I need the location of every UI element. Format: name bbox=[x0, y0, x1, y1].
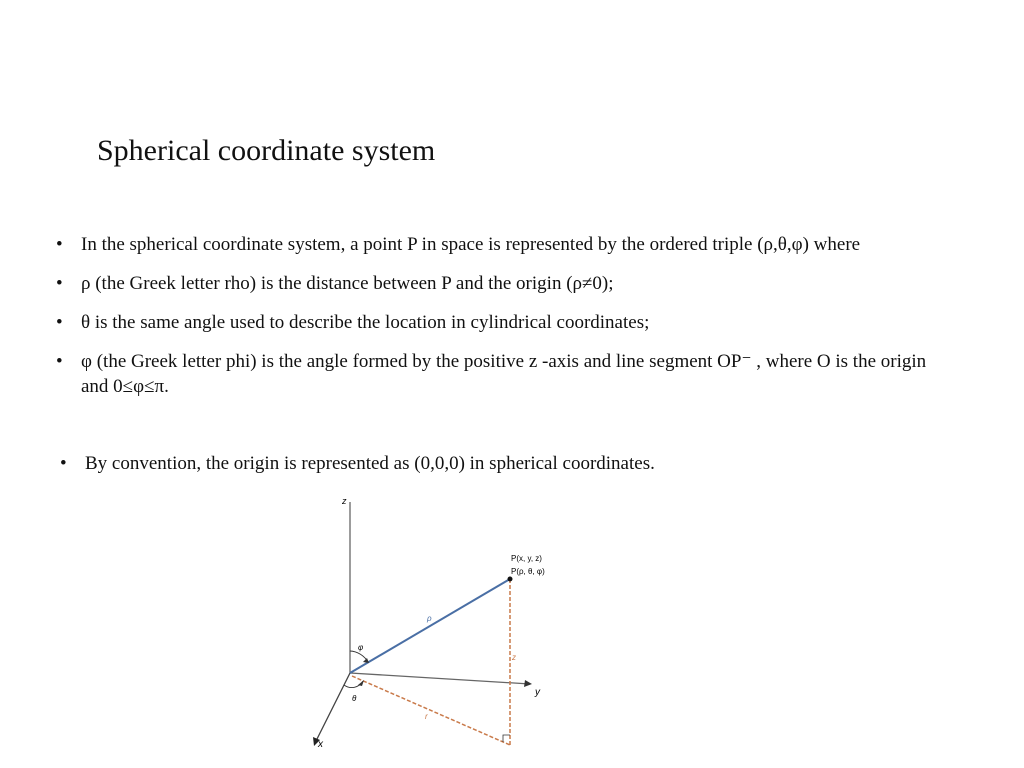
spherical-coordinates-diagram bbox=[300, 488, 570, 758]
right-angle-marker bbox=[503, 735, 510, 742]
point-p-cartesian-label: P(x, y, z) bbox=[511, 554, 542, 563]
y-axis-arrow bbox=[524, 680, 532, 687]
y-axis bbox=[350, 673, 530, 684]
x-axis-label: x bbox=[318, 739, 323, 750]
bullet-item: • ρ (the Greek letter rho) is the distance between P and the origin (ρ≠0); bbox=[54, 271, 954, 296]
r-label: r bbox=[425, 712, 428, 721]
rho-label: ρ bbox=[427, 614, 432, 623]
r-projection bbox=[352, 676, 510, 745]
bullet-item: • In the spherical coordinate system, a point P in space is represented by the ordered triple (ρ,θ,φ) where bbox=[54, 232, 954, 257]
point-p-spherical-label: P(ρ, θ, φ) bbox=[511, 567, 545, 576]
rho-segment bbox=[350, 579, 510, 673]
convention-bullet: • By convention, the origin is represented as (0,0,0) in spherical coordinates. bbox=[60, 451, 985, 476]
z-axis-label: z bbox=[342, 496, 347, 506]
bullet-item: • θ is the same angle used to describe the location in cylindrical coordinates; bbox=[54, 310, 954, 335]
y-axis-label: y bbox=[535, 687, 540, 698]
theta-arc-arrow bbox=[358, 680, 364, 686]
phi-label: φ bbox=[358, 643, 364, 652]
z-height-label: z bbox=[512, 653, 516, 662]
theta-label: θ bbox=[352, 694, 357, 703]
slide-title: Spherical coordinate system bbox=[97, 134, 436, 167]
bullet-list bbox=[54, 232, 954, 413]
x-axis bbox=[315, 673, 350, 743]
point-p bbox=[508, 577, 513, 582]
bullet-item: • φ (the Greek letter phi) is the angle formed by the positive z -axis and line segment OP⁻ , where O is the origin and 0≤φ≤π. bbox=[54, 349, 954, 399]
